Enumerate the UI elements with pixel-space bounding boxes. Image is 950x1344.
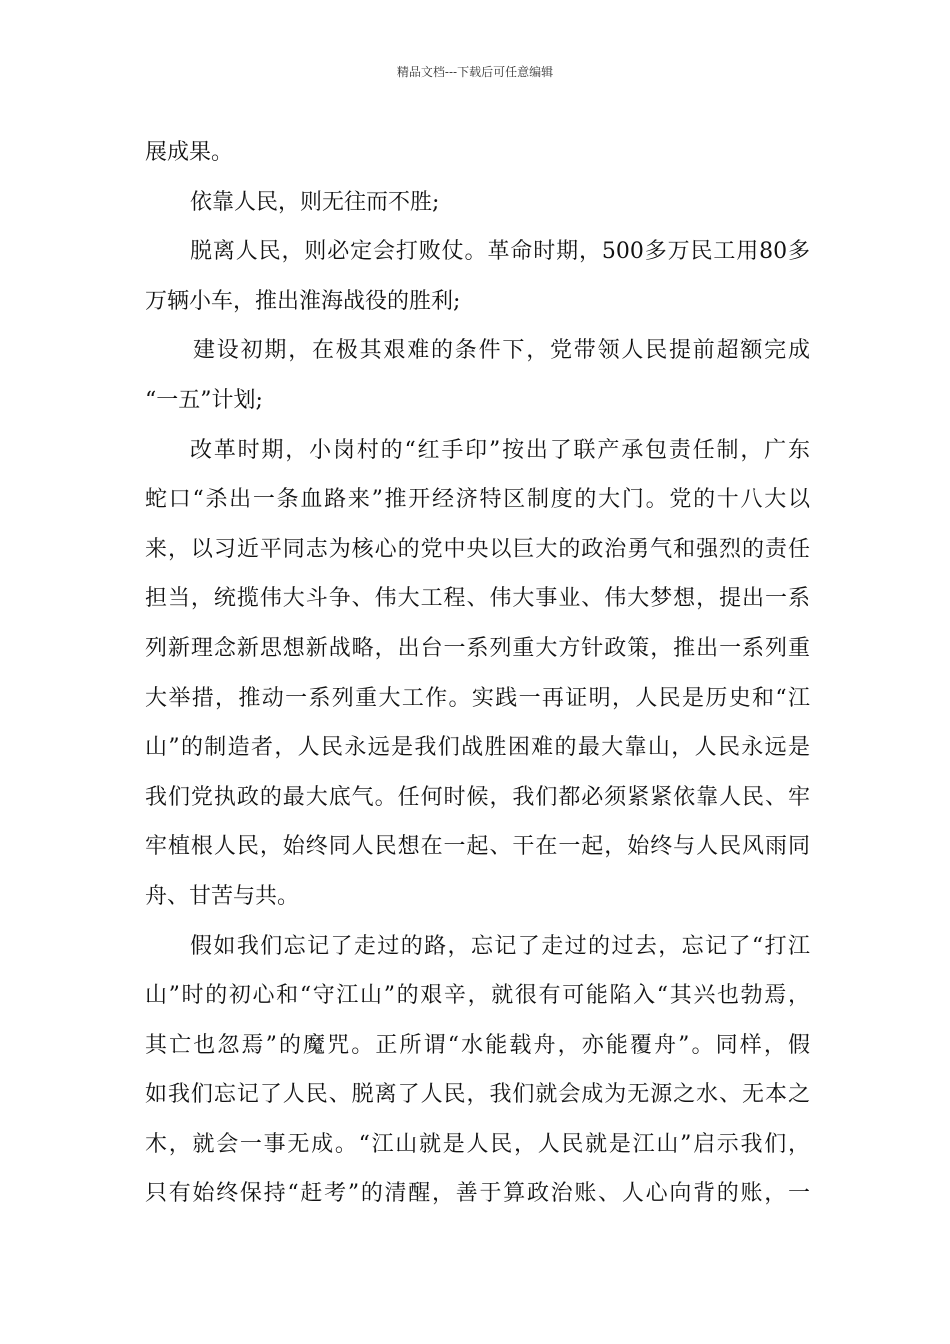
text-line: 蛇口“杀出一条血路来”推开经济特区制度的大门。党的十八大以 bbox=[145, 487, 810, 513]
document-body bbox=[145, 128, 810, 1219]
text-line: 木，就会一事无成。“江山就是人民，人民就是江山”启示我们， bbox=[145, 1131, 810, 1157]
text-line: 改革时期，小岗村的“红手印”按出了联产承包责任制，广东 bbox=[190, 437, 810, 463]
text-line: 山”的制造者，人民永远是我们战胜困难的最大靠山，人民永远是 bbox=[145, 735, 810, 761]
text-line: 列新理念新思想新战略，出台一系列重大方针政策，推出一系列重 bbox=[145, 635, 810, 661]
text-line: 只有始终保持“赶考”的清醒，善于算政治账、人心向背的账，一 bbox=[145, 1181, 810, 1207]
text-line: 牢植根人民，始终同人民想在一起、干在一起，始终与人民风雨同 bbox=[145, 834, 810, 860]
text-line: 山”时的初心和“守江山”的艰辛，就很有可能陷入“其兴也勃焉， bbox=[145, 983, 810, 1009]
text-line: 大举措，推动一系列重大工作。实践一再证明，人民是历史和“江 bbox=[145, 685, 810, 711]
text-line: 我们党执政的最大底气。任何时候，我们都必须紧紧依靠人民、牢 bbox=[145, 784, 810, 810]
text-line: 展成果。 bbox=[145, 140, 234, 165]
page-header: 精品文档---下载后可任意编辑 bbox=[396, 65, 554, 79]
text-line: 来，以习近平同志为核心的党中央以巨大的政治勇气和强烈的责任 bbox=[145, 536, 810, 562]
text-line: 舟、甘苦与共。 bbox=[145, 883, 300, 909]
text-line: 假如我们忘记了走过的路，忘记了走过的过去，忘记了“打江 bbox=[190, 933, 810, 959]
text-line: 如我们忘记了人民、脱离了人民，我们就会成为无源之水、无本之 bbox=[145, 1082, 810, 1108]
text-line: 建设初期，在极其艰难的条件下，党带领人民提前超额完成 bbox=[193, 338, 810, 364]
text-line: “一五”计划; bbox=[145, 387, 263, 413]
text-line: 万辆小车，推出淮海战役的胜利; bbox=[145, 288, 461, 314]
text-line: 担当，统揽伟大斗争、伟大工程、伟大事业、伟大梦想，提出一系 bbox=[145, 586, 810, 612]
text-line: 脱离人民，则必定会打败仗。革命时期，500多万民工用80多 bbox=[190, 239, 810, 265]
text-line: 其亡也忽焉”的魔咒。正所谓“水能载舟，亦能覆舟”。同样，假 bbox=[145, 1032, 810, 1058]
text-line: 依靠人民，则无往而不胜; bbox=[190, 189, 440, 215]
